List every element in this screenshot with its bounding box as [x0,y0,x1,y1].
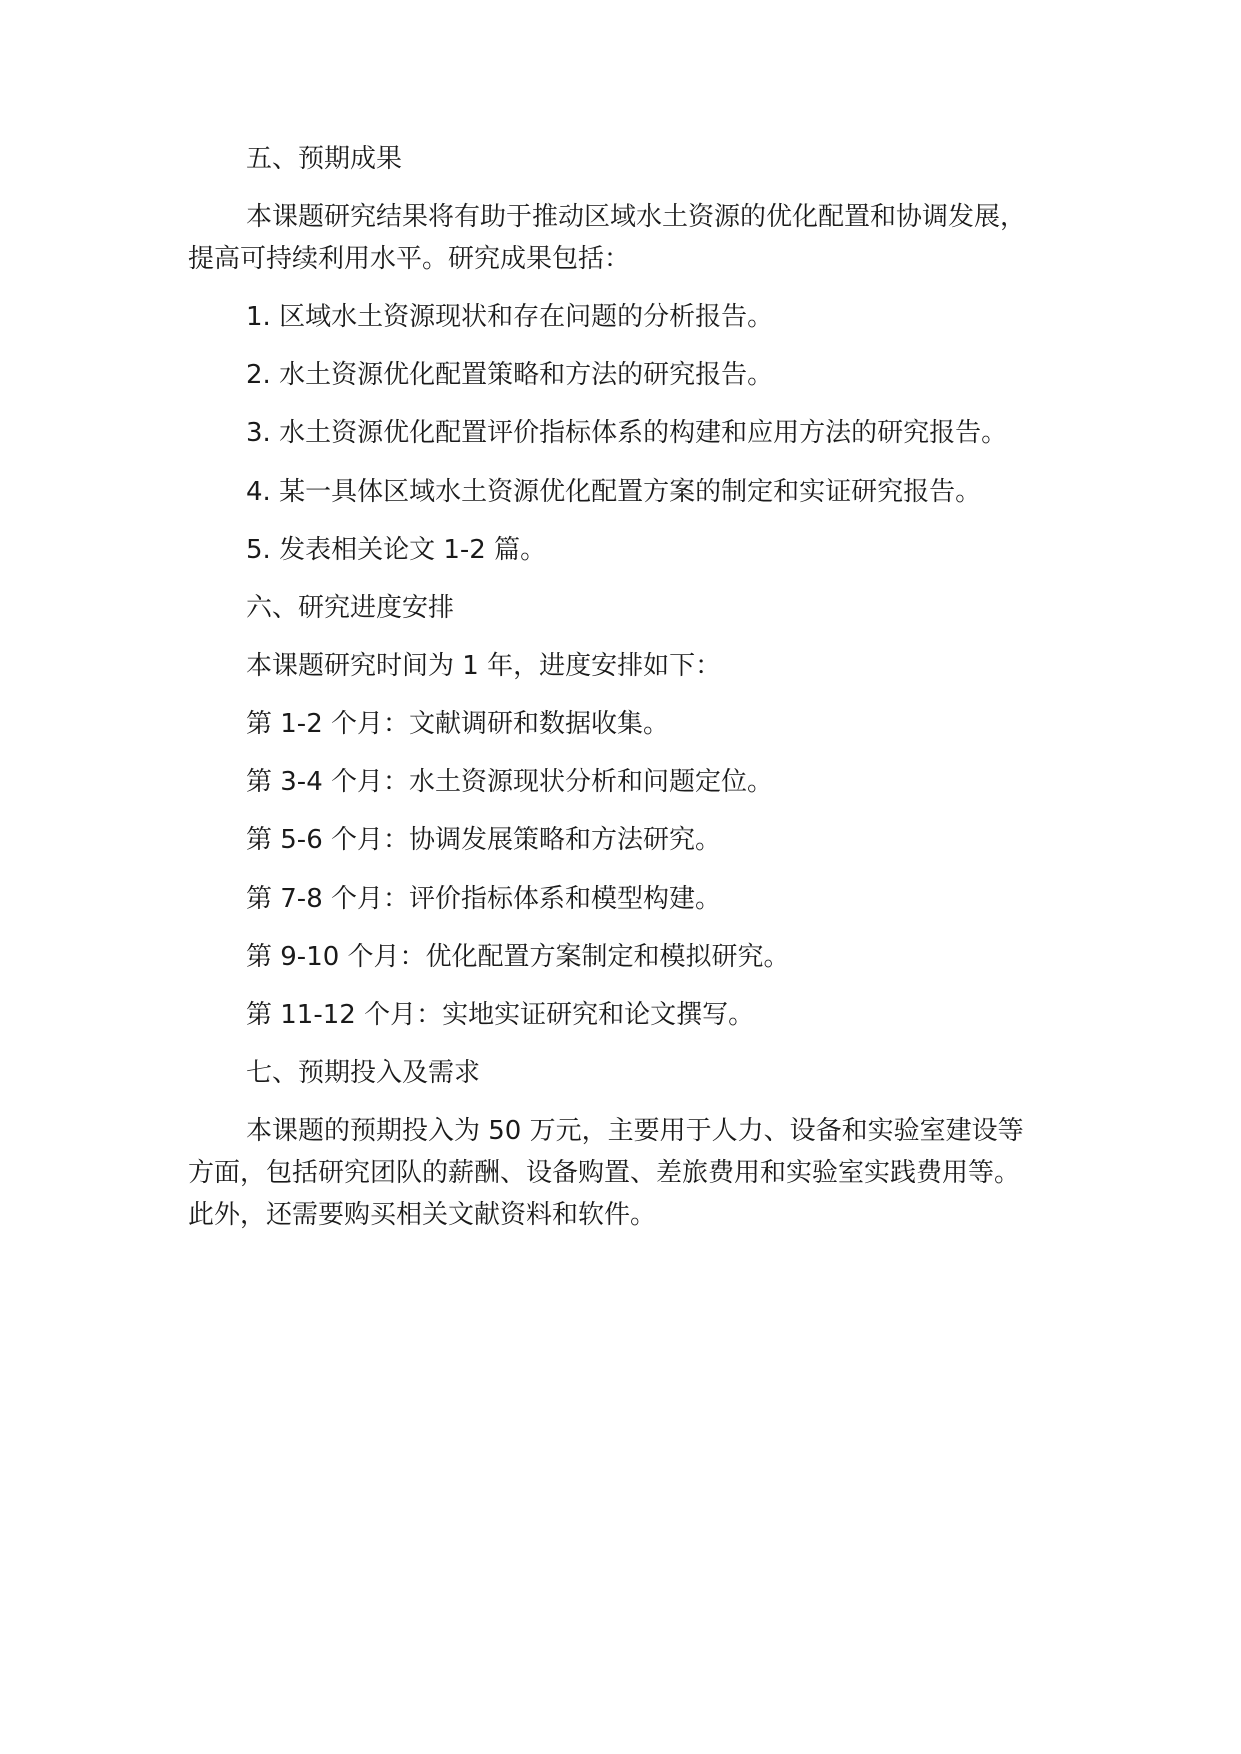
list-item: 3. 水土资源优化配置评价指标体系的构建和应用方法的研究报告。 [246,418,1008,448]
paragraph-line: 本课题研究时间为 1 年，进度安排如下： [246,651,722,681]
schedule-item: 第 11-12 个月：实地实证研究和论文撰写。 [246,1000,755,1030]
paragraph-line: 本课题研究结果将有助于推动区域水土资源的优化配置和协调发展， [246,202,1027,232]
section-heading-expected-results: 五、预期成果 [246,144,403,174]
paragraph-line: 提高可持续利用水平。研究成果包括： [188,244,631,274]
section-heading-investment: 七、预期投入及需求 [246,1058,481,1088]
section-heading-schedule: 六、研究进度安排 [246,593,455,623]
schedule-item: 第 5-6 个月：协调发展策略和方法研究。 [246,825,721,855]
paragraph-line: 本课题的预期投入为 50 万元，主要用于人力、设备和实验室建设等 [246,1116,1024,1146]
schedule-item: 第 3-4 个月：水土资源现状分析和问题定位。 [246,767,773,797]
paragraph-line: 此外，还需要购买相关文献资料和软件。 [188,1200,657,1230]
paragraph-line: 方面，包括研究团队的薪酬、设备购置、差旅费用和实验室实践费用等。 [188,1158,1021,1188]
list-item: 4. 某一具体区域水土资源优化配置方案的制定和实证研究报告。 [246,477,982,507]
list-item: 1. 区域水土资源现状和存在问题的分析报告。 [246,302,774,332]
schedule-item: 第 7-8 个月：评价指标体系和模型构建。 [246,884,721,914]
list-item: 2. 水土资源优化配置策略和方法的研究报告。 [246,360,774,390]
list-item: 5. 发表相关论文 1-2 篇。 [246,535,547,565]
schedule-item: 第 9-10 个月：优化配置方案制定和模拟研究。 [246,942,790,972]
schedule-item: 第 1-2 个月：文献调研和数据收集。 [246,709,669,739]
